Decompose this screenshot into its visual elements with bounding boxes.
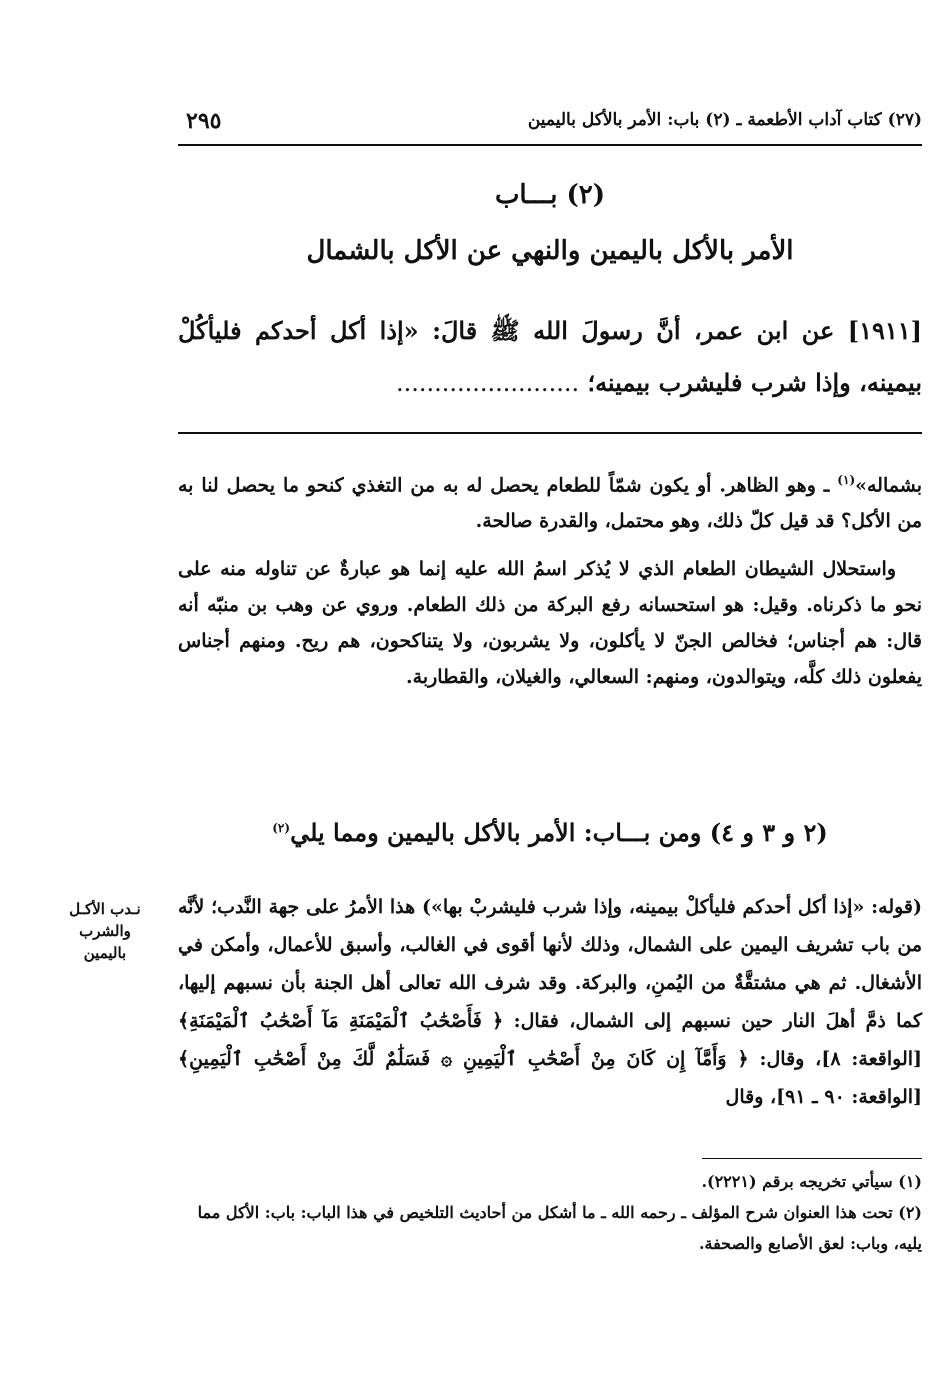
sharh-text <box>178 888 922 1116</box>
commentary-paragraph-1 <box>178 462 922 539</box>
margin-note-line-1: نـدب الأكـل <box>69 900 141 918</box>
margin-note-line-3: باليمين <box>83 944 127 962</box>
footnote-divider <box>702 1158 922 1159</box>
footnote-ref-2: (٢) <box>272 821 291 835</box>
footnotes <box>178 1166 922 1259</box>
margin-note-line-2: والشرب <box>79 922 131 940</box>
running-header <box>178 108 922 146</box>
commentary-p1-start: بشماله» <box>855 474 922 497</box>
commentary-paragraph-2: واستحلال الشيطان الطعام الذي لا يُذكر اسمُ الله عليه إنما هو عبارةٌ عن تناوله منه على نحو ما ذكرناه. وقيل: هو استحسانه رفع البركة من ذلك الطعام. وروي عن وهب بن منبّه أنه قال: هم أجناس؛ فخالص الجنّ لا يأكلون، ولا يشربون، ولا يتناكحون، هم ريح. ومنهم أجناس يفعلون ذلك كلَّه، ويتوالدون، ومنهم: السعالي، والغيلان، والقطاربة. <box>178 558 922 689</box>
section-heading <box>178 818 922 847</box>
hadith-text <box>178 305 922 409</box>
text-divider <box>178 432 922 434</box>
hadith-continuation-dots: ........................ <box>395 369 580 397</box>
margin-note <box>40 898 170 964</box>
running-title: (٢٧) كتاب آداب الأطعمة ـ (٢) باب: الأمر بالأكل باليمين <box>527 110 922 130</box>
chapter-title: الأمر بالأكل باليمين والنهي عن الأكل بالشمال <box>306 236 794 266</box>
footnote-ref-1: (١) <box>837 473 856 487</box>
chapter-number: (٢) بـــاب <box>494 180 606 210</box>
commentary <box>178 462 922 707</box>
hadith-body: [١٩١١] عن ابن عمر، أنَّ رسولَ الله ﷺ قالَ: «إذا أكل أحدكم فليأكُلْ بيمينه، وإذا شرب فليشرب بيمينه؛ <box>178 316 922 397</box>
footnote-2: (٢) تحت هذا العنوان شرح المؤلف ـ رحمه الله ـ ما أشكل من أحاديث التلخيص في هذا الباب: باب: الأكل مما يليه، وباب: لعق الأصابع والصحفة. <box>197 1203 922 1253</box>
section-heading-text: (٢ و ٣ و ٤) ومن بـــاب: الأمر بالأكل باليمين ومما يلي <box>290 818 828 847</box>
footnote-1: (١) سيأتي تخريجه برقم (٢٢٢١). <box>701 1172 922 1191</box>
sharh-paragraph: (قوله: «إذا أكل أحدكم فليأكلْ بيمينه، وإذا شرب فليشربْ بها») هذا الأمرُ على جهة النَّدب؛ لأنَّه من باب تشريف اليمين على الشمال، وذلك لأنها أقوى في الغالب، وأسبق للأعمال، وأمكن في الأشغال. ثم هي مشتقَّةٌ من اليُمنِ، والبركة. وقد شرف الله تعالى أهل الجنة بأن نسبهم إليها، كما ذمَّ أهلَ النار حين نسبهم إلى الشمال، فقال: ﴿ فَأَصْحَٰبُ ٱلْمَيْمَنَةِ مَآ أَصْحَٰبُ ٱلْمَيْمَنَةِ﴾ [الواقعة: ٨]، وقال: ﴿ وَأَمَّآ إِن كَانَ مِنْ أَصْحَٰبِ ٱلْيَمِينِ ۞ فَسَلَٰمٌ لَّكَ مِنْ أَصْحَٰبِ ٱلْيَمِينِ﴾ [الواقعة: ٩٠ ـ ٩١]، وقال <box>178 896 922 1108</box>
page-number: ٢٩٥ <box>186 108 222 134</box>
commentary-p1-rest: ـ وهو الظاهر. أو يكون شمّاً للطعام يحصل له به من التغذي كنحو ما يحصل لنا به من الأكل؟ قد قيل كلّ ذلك، وهو محتمل، والقدرة صالحة. <box>178 474 922 533</box>
